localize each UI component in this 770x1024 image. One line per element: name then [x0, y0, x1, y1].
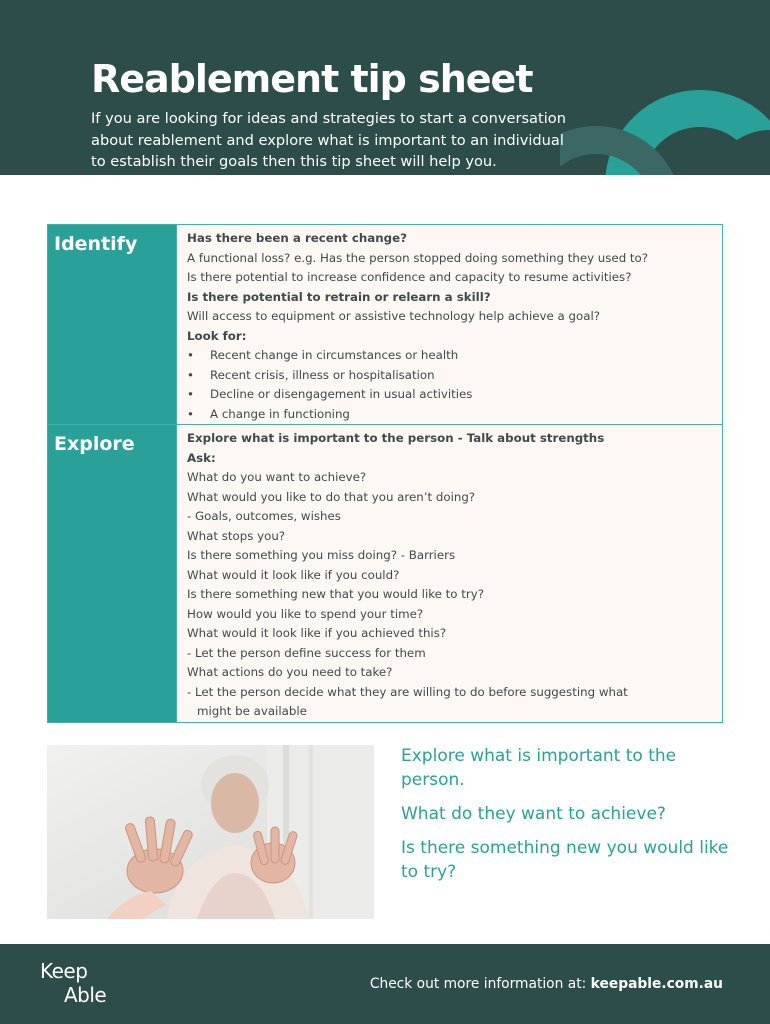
identify-label-cell — [48, 225, 177, 425]
intro-line: If you are looking for ideas and strategies to start a conversation — [91, 110, 566, 127]
footer — [0, 944, 770, 1024]
explore-line: What would it look like if you achieved this? — [187, 626, 447, 640]
identify-question: Is there potential to retrain or relearn a skill? — [187, 289, 491, 304]
logo-line: Able — [64, 983, 107, 1007]
explore-line: - Let the person decide what they are willing to do before suggesting what — [187, 684, 628, 699]
intro-line: to establish their goals then this tip sheet will help you. — [91, 153, 497, 170]
identify-line: Is there potential to increase confidence and capacity to resume activities? — [187, 270, 632, 284]
callout-text — [401, 744, 731, 894]
callout-line: Explore what is important to the person. — [401, 746, 677, 790]
look-for-heading: Look for: — [187, 328, 247, 343]
footer-info-label: Check out more information at: — [369, 976, 591, 992]
intro-text — [91, 108, 691, 173]
list-item: • Recent change in circumstances or health — [187, 346, 718, 366]
page-title: Reablement tip sheet — [91, 57, 533, 101]
identify-label: Identify — [54, 233, 138, 255]
table-row-identify — [48, 225, 723, 425]
callout-line: What do they want to achieve? — [401, 804, 666, 824]
explore-label: Explore — [54, 433, 135, 455]
intro-line: about reablement and explore what is important to an individual — [91, 131, 564, 149]
explore-line: What actions do you need to take? — [187, 665, 393, 679]
keepable-logo — [40, 958, 130, 1010]
list-item: • A change in functioning — [187, 405, 718, 425]
footer-info — [370, 976, 723, 992]
identify-line: Will access to equipment or assistive technology help achieve a goal? — [187, 309, 601, 323]
explore-label-cell — [48, 425, 177, 723]
explore-content — [177, 425, 723, 723]
explore-line: Is there something you miss doing? - Barriers — [187, 548, 456, 562]
callout-line: Is there something new you would like to try? — [401, 838, 729, 882]
explore-line: How would you like to spend your time? — [187, 606, 424, 621]
list-item: • Recent crisis, illness or hospitalisation — [187, 366, 718, 386]
identify-line: A functional loss? e.g. Has the person stopped doing something they used to? — [187, 250, 649, 265]
list-item: • Decline or disengagement in usual activities — [187, 385, 718, 405]
header-banner — [0, 0, 770, 175]
explore-line: What stops you? — [187, 528, 286, 543]
explore-line: might be available — [197, 704, 307, 718]
identify-content — [177, 225, 723, 425]
logo-line: Keep — [40, 959, 88, 983]
website-link[interactable]: keepable.com.au — [590, 976, 723, 992]
explore-line: Is there something new that you would like to try? — [187, 587, 484, 601]
ask-heading: Ask: — [187, 450, 216, 465]
elderly-woman-photo — [47, 745, 374, 919]
explore-line: - Goals, outcomes, wishes — [187, 509, 341, 523]
explore-line: What do you want to achieve? — [187, 470, 367, 484]
explore-line: What would you like to do that you aren’t doing? — [187, 489, 476, 504]
identify-question: Has there been a recent change? — [187, 231, 407, 245]
explore-line: - Let the person define success for them — [187, 645, 426, 660]
tip-table — [47, 224, 723, 723]
explore-heading: Explore what is important to the person - Talk about strengths — [187, 431, 605, 445]
table-row-explore — [48, 425, 723, 723]
explore-line: What would it look like if you could? — [187, 567, 400, 582]
